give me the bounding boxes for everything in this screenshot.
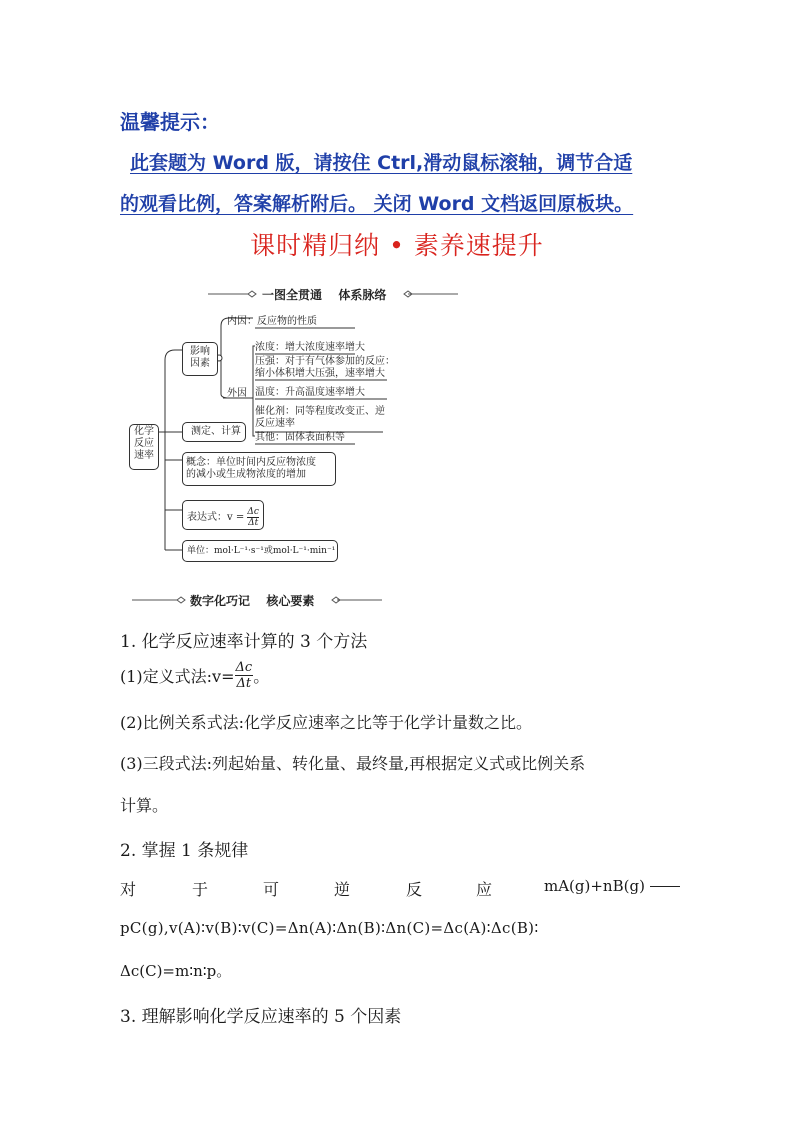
outer-factor-label: 外因 [227, 388, 247, 399]
concentration-factor: 浓度：增大浓度速率增大 [255, 342, 365, 353]
section-title: 核心要素 [266, 594, 315, 608]
expression-numerator: Δc [247, 507, 259, 517]
rule-equation: mA(g)+nB(g) [544, 877, 645, 895]
other-factor: 其他：固体表面积等 [255, 432, 345, 443]
expression-denominator: Δt [248, 518, 259, 528]
method-3-line-2: 计算。 [120, 796, 169, 815]
concept-label: 概念：单位时间内反应物浓度 的减小或生成物浓度的增加 [186, 457, 316, 480]
temperature-factor: 温度：升高温度速率增大 [255, 387, 365, 398]
expression-prefix: 表达式：v = [187, 512, 245, 523]
heading-3: 3. 理解影响化学反应速率的 5 个因素 [120, 1007, 402, 1027]
rule-line-2: pC(g),v(A)∶v(B)∶v(C)=Δn(A)∶Δn(B)∶Δn(C)=Δc(A)∶Δc(B)∶ [120, 919, 539, 937]
expression-node [182, 500, 264, 530]
method-3-line-1: (3)三段式法:列起始量、转化量、最终量,再根据定义式或比例关系 [120, 754, 586, 773]
notice-line-1[interactable]: 此套题为 Word 版，请按住 Ctrl,滑动鼠标滚轴，调节合适 [130, 152, 633, 174]
method-1-fraction [235, 660, 254, 691]
method-1-prefix: (1)定义式法:v= [120, 667, 235, 686]
method-1-denominator: Δt [236, 676, 252, 691]
rule-word: 可 [263, 880, 280, 899]
section-label: 数字化巧记 [190, 594, 251, 608]
heading-1: 1. 化学反应速率计算的 3 个方法 [120, 632, 368, 652]
section-header-core [132, 592, 382, 608]
expression-row [183, 501, 263, 528]
mind-map [125, 310, 395, 566]
section-label: 一图全贯通 [262, 288, 323, 302]
expression-fraction [247, 507, 259, 528]
section-title: 体系脉络 [338, 288, 387, 302]
method-2: (2)比例关系式法:化学反应速率之比等于化学计量数之比。 [120, 713, 533, 732]
rule-word: 逆 [334, 880, 351, 899]
heading-2: 2. 掌握 1 条规律 [120, 841, 249, 861]
factors-label: 影响 因素 [190, 346, 210, 369]
main-title: 课时精归纳 • 素养速提升 [250, 231, 544, 260]
rule-word: 于 [192, 880, 209, 899]
notice-title: 温馨提示： [120, 110, 220, 134]
unit-label: 单位：mol·L⁻¹·s⁻¹或mol·L⁻¹·min⁻¹ [187, 546, 336, 556]
notice-line-2[interactable]: 的观看比例，答案解析附后。 关闭 Word 文档返回原板块。 [120, 193, 634, 215]
unit-node [182, 540, 338, 562]
method-1-suffix: 。 [253, 667, 270, 686]
concept-node [182, 452, 336, 486]
root-node [129, 424, 159, 470]
factors-node [182, 342, 218, 376]
rule-word: 应 [476, 880, 493, 899]
method-1 [120, 660, 269, 691]
rule-line-3: Δc(C)=m∶n∶p。 [120, 962, 232, 980]
rule-word: 反 [406, 880, 423, 899]
measure-label: 测定、计算 [191, 426, 241, 437]
measure-node [182, 422, 246, 442]
method-1-numerator: Δc [235, 660, 253, 675]
root-label: 化学 反应 速率 [134, 426, 154, 461]
section-header-system [208, 286, 458, 302]
rule-word: 对 [120, 880, 137, 899]
pressure-factor: 压强：对于有气体参加的反应： 缩小体积增大压强，速率增大 [255, 356, 395, 379]
catalyst-factor: 催化剂：同等程度改变正、逆 反应速率 [255, 406, 385, 429]
reversible-arrow-icon [650, 886, 680, 887]
inner-factor: 内因：反应物的性质 [227, 316, 317, 327]
